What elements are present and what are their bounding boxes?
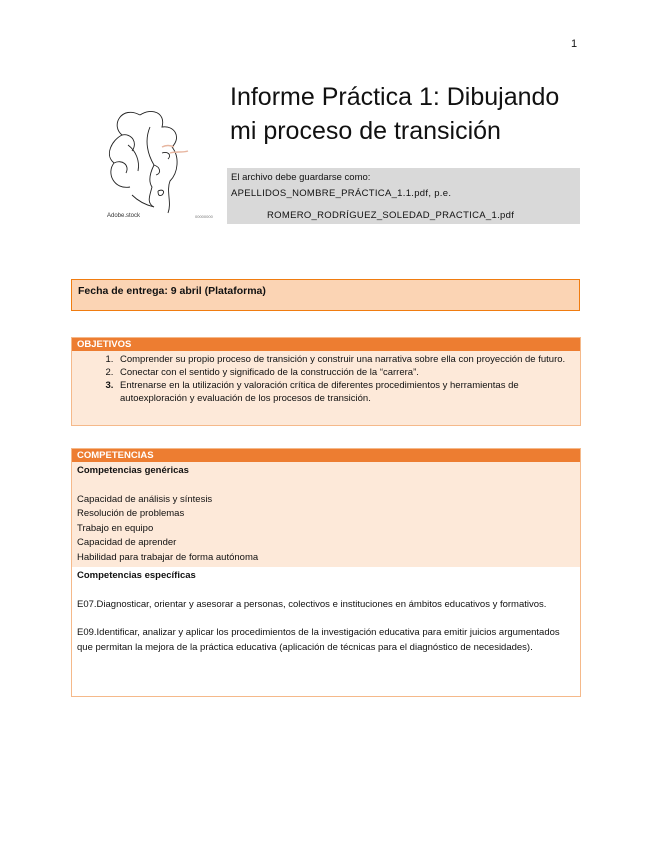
- objetivo-item: 2. Conectar con el sentido y significado de la construcción de la “carrera”.: [116, 366, 580, 379]
- file-instructions-line1: El archivo debe guardarse como:: [231, 172, 371, 183]
- generica-item: Habilidad para trabajar de forma autónoma: [77, 551, 259, 563]
- deadline-text: Fecha de entrega: 9 abril (Plataforma): [78, 285, 266, 297]
- competencias-header: COMPETENCIAS: [72, 449, 580, 462]
- file-naming-box: [227, 168, 580, 224]
- line-art-face-logo: [92, 95, 212, 225]
- objetivo-item: 3. Entrenarse en la utilización y valoración crítica de diferentes procedimientos y herramientas de autoexploración y evaluación de los procesos de transición.: [116, 379, 580, 405]
- objetivos-section: [71, 337, 581, 426]
- logo-code: 00000000: [195, 214, 213, 219]
- objetivos-header: OBJETIVOS: [72, 338, 580, 351]
- especifica-item: E07.Diagnosticar, orientar y asesorar a personas, colectivos e instituciones en ámbitos educativos y formativos.: [77, 598, 547, 610]
- generica-item: Capacidad de aprender: [77, 537, 177, 549]
- competencias-especificas: [72, 567, 580, 657]
- document-title: Informe Práctica 1: Dibujando mi proceso de transición: [230, 83, 560, 145]
- deadline-box: [71, 279, 580, 311]
- page-number: 1: [571, 38, 578, 50]
- file-instructions-line2: APELLIDOS_NOMBRE_PRÁCTICA_1.1.pdf, p.e.: [231, 188, 452, 199]
- objetivos-list: [72, 353, 580, 405]
- file-instructions-example: ROMERO_RODRÍGUEZ_SOLEDAD_PRACTICA_1.pdf: [267, 210, 515, 221]
- competencias-genericas: [72, 462, 580, 567]
- especificas-title: Competencias específicas: [77, 570, 196, 581]
- objetivo-item: 1. Comprender su propio proceso de transición y construir una narrativa sobre ella con proyección de futuro.: [116, 353, 580, 366]
- especifica-item: E09.Identificar, analizar y aplicar los procedimientos de la investigación educativa para emitir juicios argumentados que permitan la mejora de la práctica educativa (aplicación de técnicas para el diagnóstico de necesidades).: [77, 627, 560, 653]
- generica-item: Resolución de problemas: [77, 508, 185, 520]
- generica-item: Capacidad de análisis y síntesis: [77, 493, 213, 505]
- generica-item: Trabajo en equipo: [77, 522, 154, 534]
- logo-caption: Adobe.stock: [107, 213, 141, 219]
- genericas-title: Competencias genéricas: [77, 465, 189, 476]
- competencias-section: [71, 448, 581, 697]
